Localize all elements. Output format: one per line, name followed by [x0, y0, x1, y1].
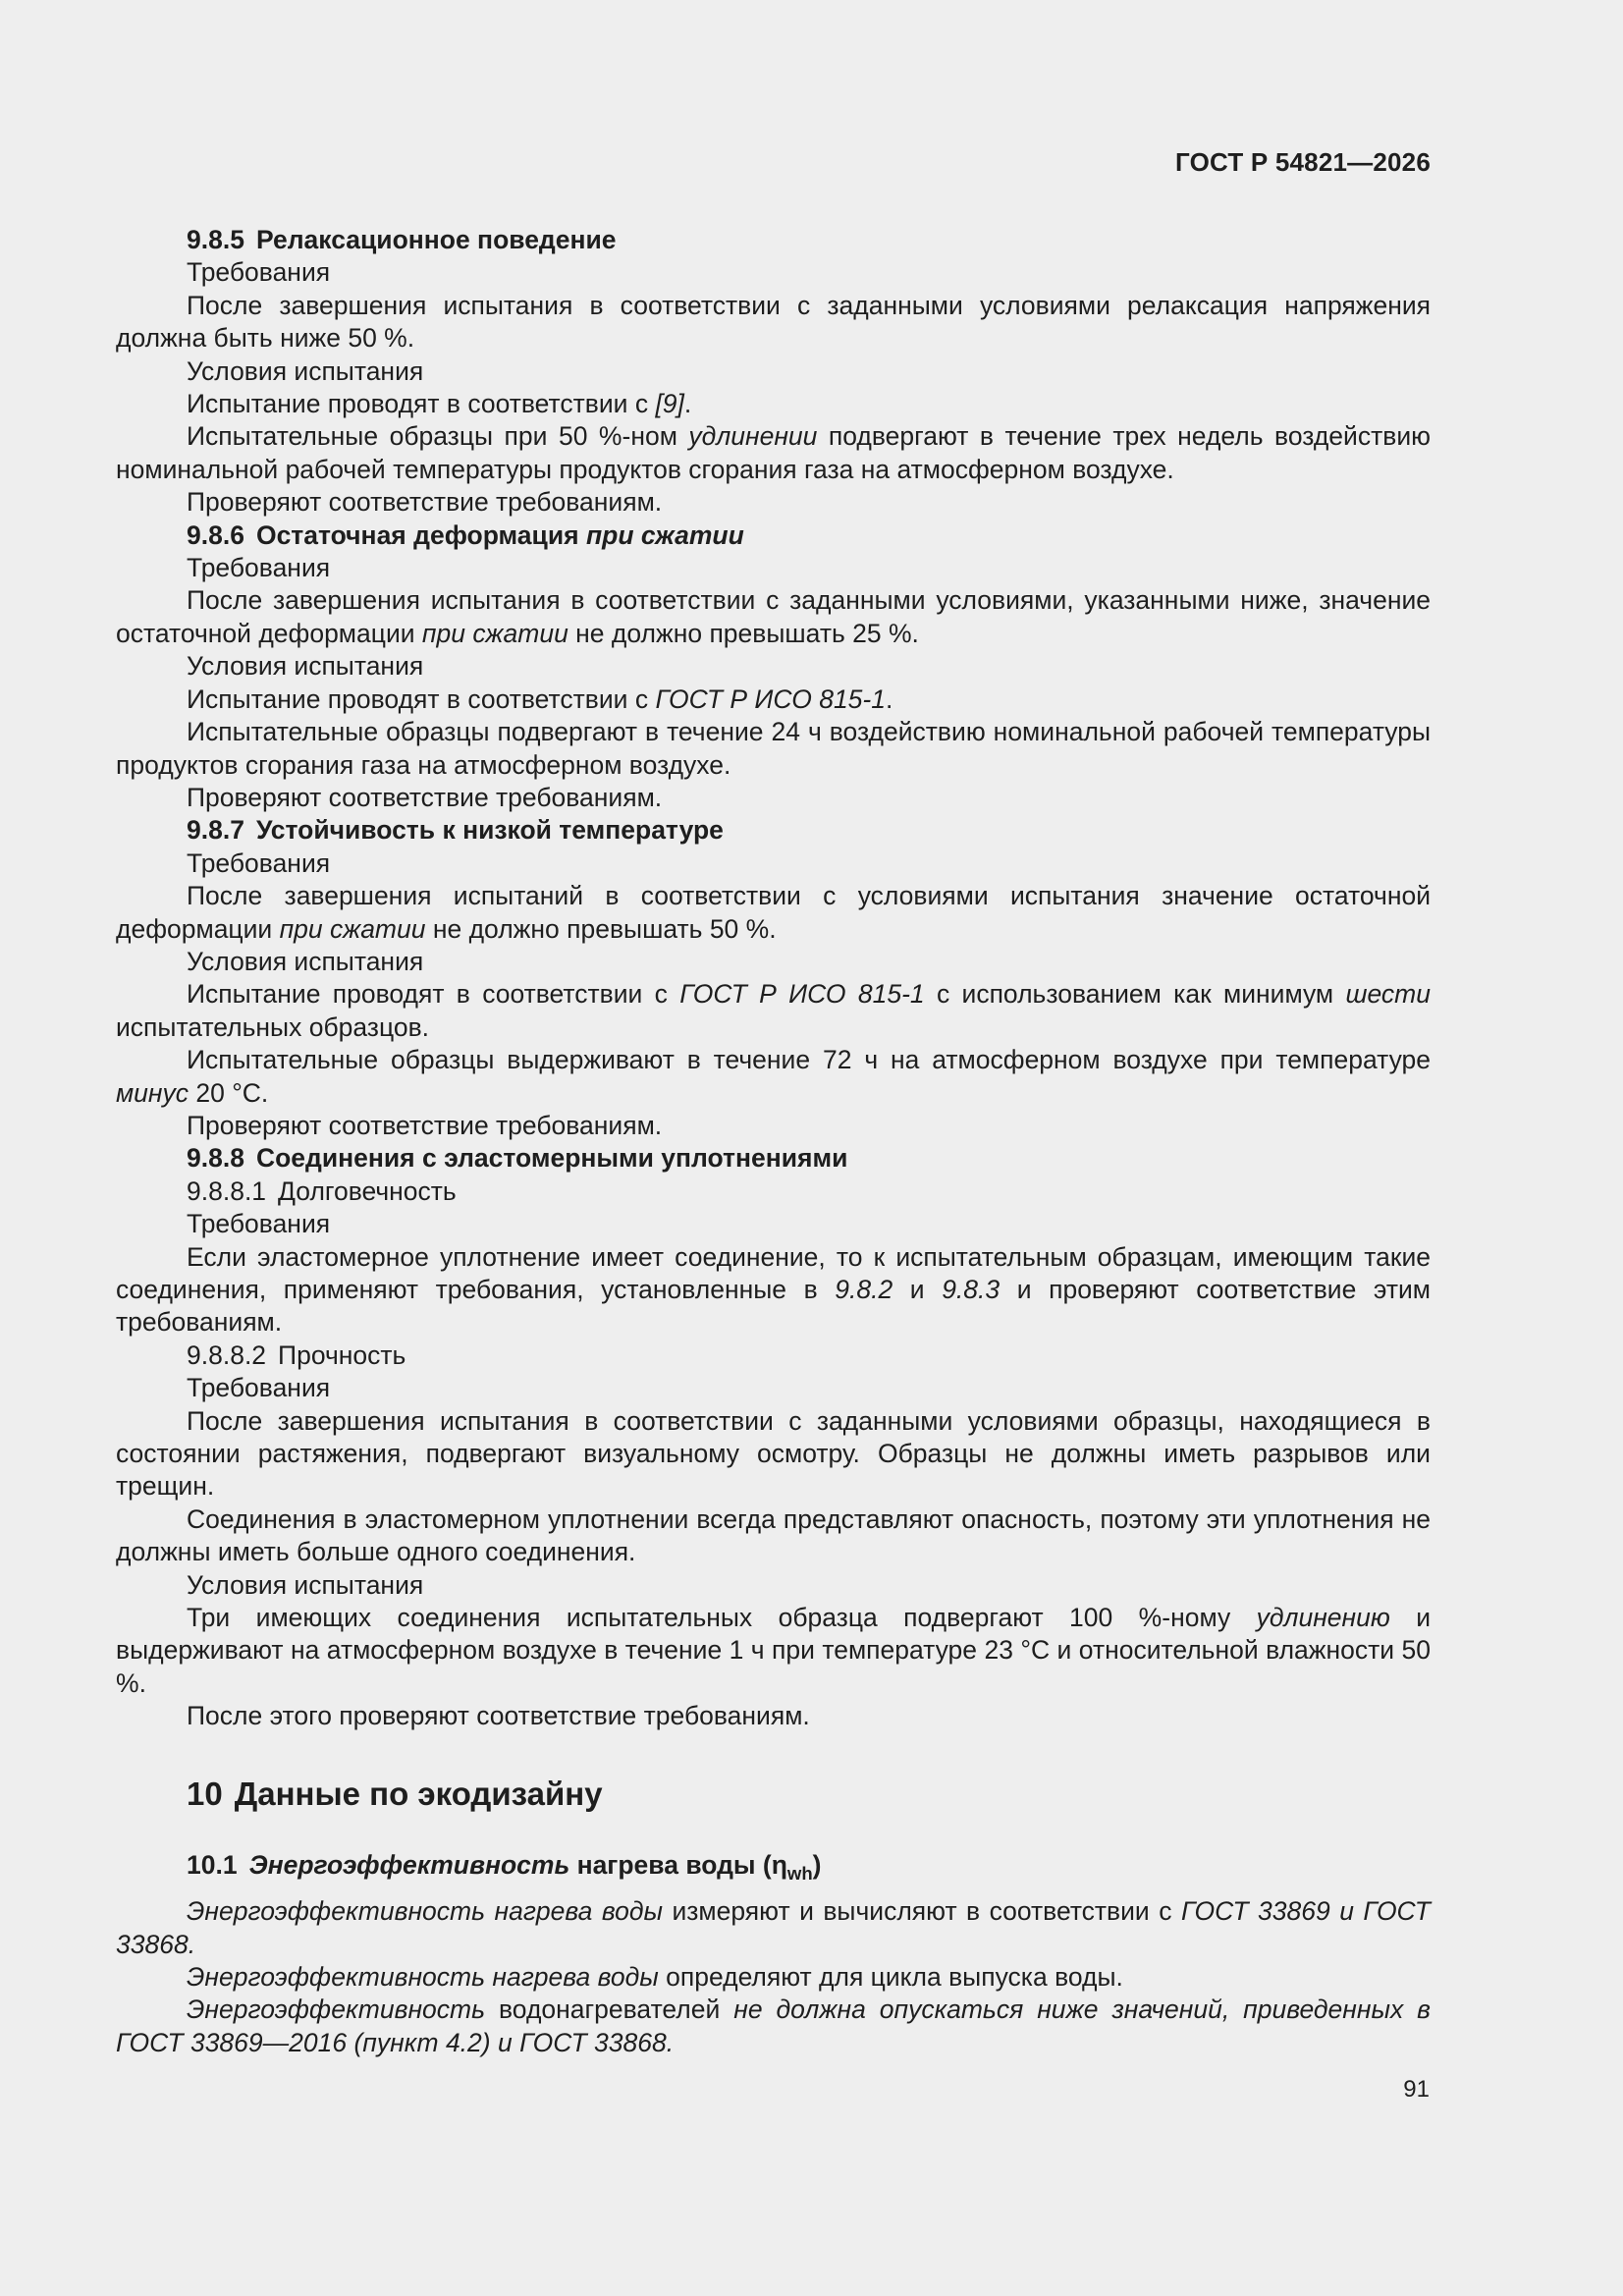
text: Если эластомерное уплотнение имеет соединение, то к испытательным образцам, имеющим такие соединения, применяют требования, установленные в [116, 1241, 1431, 1304]
test-conditions-label: Условия испытания [187, 651, 424, 682]
paragraph: После завершения испытания в соответствии с заданными условиями релаксация напряжения должна быть ниже 50 %. [116, 290, 1431, 354]
text: Испытательные образцы при 50 %-ном [187, 421, 689, 452]
section-number: 9.8.8 [187, 1143, 244, 1174]
section-title-term: Энергоэффективность [248, 1849, 570, 1880]
section-9-8-6-heading [116, 519, 1431, 552]
test-conditions-label: Условия испытания [187, 1569, 424, 1600]
text: После завершения испытаний в соответствии с условиями испытания значение остаточной деформации [116, 881, 1431, 944]
section-number: 9.8.6 [187, 519, 244, 550]
section-number: 10.1 [187, 1849, 238, 1880]
paragraph [116, 388, 1431, 420]
text: После завершения испытания в соответствии с заданными условиями, указанными ниже, значение остаточной деформации [116, 585, 1431, 648]
section-9-8-5-heading [116, 224, 1431, 256]
requirements-label: Требования [187, 1373, 331, 1403]
paragraph [116, 1994, 1431, 2059]
paragraph [116, 584, 1431, 650]
text: определяют для цикла выпуска воды. [658, 1961, 1123, 1992]
text: измеряют и вычисляют в соответствии с [662, 1896, 1181, 1927]
term: минус [116, 1077, 189, 1108]
reference: ГОСТ Р ИСО 815-1 [679, 979, 925, 1010]
reference: 9.8.2 [835, 1275, 893, 1304]
paragraph [116, 880, 1431, 946]
paragraph [116, 978, 1431, 1044]
requirements-label: Требования [187, 553, 331, 583]
section-number: 9.8.7 [187, 815, 244, 846]
text: Три имеющих соединения испытательных образца подвергают 100 %-ному [187, 1603, 1257, 1633]
text: с использованием как минимум [924, 979, 1346, 1010]
text: Испытание проводят в соответствии с [187, 979, 680, 1010]
paragraph: После этого проверяют соответствие требованиям. [187, 1701, 810, 1731]
paragraph [116, 1961, 1431, 1994]
paragraph: Проверяют соответствие требованиям. [187, 487, 663, 518]
section-title: нагрева воды ( [569, 1849, 772, 1880]
section-10-heading [116, 1775, 1431, 1814]
section-number: 10 [187, 1775, 223, 1812]
text: 20 °С. [189, 1077, 269, 1108]
text: не должно превышать 25 %. [568, 618, 919, 648]
section-title-term: при сжатии [585, 519, 744, 550]
reference: 9.8.3 [942, 1275, 1001, 1304]
term: Энергоэффективность нагрева воды [187, 1961, 659, 1992]
reference: [9] [655, 389, 684, 419]
term: при сжатии [279, 913, 426, 944]
document-body [116, 224, 1431, 2059]
requirements-label: Требования [187, 1209, 331, 1239]
term: Энергоэффективность нагрева воды [187, 1896, 663, 1927]
paragraph: Проверяют соответствие требованиям. [187, 1110, 663, 1140]
text: и проверяют соответствие этим требованиям. [116, 1275, 1431, 1338]
test-conditions-label: Условия испытания [187, 946, 424, 976]
text: Испытание проводят в соответствии с [187, 683, 656, 714]
text: не должно превышать 50 %. [425, 913, 777, 944]
section-title: Устойчивость к низкой температуре [255, 815, 724, 846]
eta-symbol: η [771, 1849, 787, 1880]
subsection-title: Прочность [278, 1339, 406, 1370]
page-number: 91 [1403, 2076, 1430, 2103]
text: и выдерживают на атмосферном воздухе в течение 1 ч при температуре 23 °С и относительной влажности 50 %. [116, 1603, 1431, 1698]
reference: не должна опускаться ниже значений, приведенных в ГОСТ 33869—2016 (пункт 4.2) и ГОСТ 33868. [116, 1995, 1431, 2057]
term: Энергоэффективность [187, 1995, 486, 2025]
text: подвергают в течение трех недель воздействию номинальной рабочей температуры продуктов сгорания газа на атмосферном воздухе. [116, 421, 1431, 484]
section-9-8-8-heading [116, 1142, 1431, 1175]
text: . [885, 683, 893, 714]
reference: ГОСТ 33869 и ГОСТ 33868. [116, 1896, 1431, 1959]
paragraph: Испытательные образцы подвергают в течение 24 ч воздействию номинальной рабочей температуры продуктов сгорания газа на атмосферном воздухе. [116, 717, 1431, 780]
paragraph: Проверяют соответствие требованиям. [187, 782, 663, 812]
paragraph: После завершения испытания в соответствии с заданными условиями образцы, находящиеся в состоянии растяжения, подвергают визуальному осмотру. Образцы не должны иметь разрывов или трещин. [116, 1405, 1431, 1502]
section-10-1-heading [116, 1849, 1431, 1882]
subsection-number: 9.8.8.1 [187, 1175, 267, 1206]
paragraph [116, 1895, 1431, 1961]
section-title: Соединения с эластомерными уплотнениями [255, 1143, 848, 1174]
subsection-9-8-8-1-heading [116, 1175, 1431, 1208]
term: удлинении [688, 421, 818, 452]
subsection-9-8-8-2-heading [116, 1339, 1431, 1372]
term: при сжатии [421, 618, 568, 648]
term: шести [1345, 979, 1431, 1010]
section-title: Остаточная деформация [255, 519, 586, 550]
paragraph [116, 420, 1431, 486]
section-title: Данные по экодизайну [234, 1775, 603, 1812]
term: удлинению [1256, 1603, 1390, 1633]
paragraph: Соединения в эластомерном уплотнении всегда представляют опасность, поэтому эти уплотнения не должны иметь больше одного соединения. [116, 1503, 1431, 1567]
paragraph [116, 1241, 1431, 1339]
text: Испытание проводят в соответствии с [187, 389, 656, 419]
document-id-header: ГОСТ Р 54821—2026 [1175, 147, 1431, 177]
test-conditions-label: Условия испытания [187, 355, 424, 386]
closing-paren: ) [812, 1849, 822, 1880]
reference: ГОСТ Р ИСО 815-1 [655, 683, 886, 714]
text: Испытательные образцы выдерживают в течение 72 ч на атмосферном воздухе при температуре [187, 1045, 1431, 1075]
section-title: Релаксационное поведение [255, 225, 617, 254]
eta-subscript: wh [786, 1862, 813, 1884]
section-9-8-7-heading [116, 814, 1431, 847]
requirements-label: Требования [187, 257, 331, 288]
subsection-title: Долговечность [278, 1175, 457, 1206]
section-number: 9.8.5 [187, 225, 244, 254]
requirements-label: Требования [187, 847, 331, 878]
text: испытательных образцов. [116, 1011, 430, 1042]
paragraph [116, 1044, 1431, 1110]
paragraph [116, 683, 1431, 716]
text: . [683, 389, 692, 419]
paragraph [116, 1602, 1431, 1700]
text: водонагревателей [485, 1995, 734, 2025]
text: и [893, 1275, 943, 1304]
subsection-number: 9.8.8.2 [187, 1339, 267, 1370]
